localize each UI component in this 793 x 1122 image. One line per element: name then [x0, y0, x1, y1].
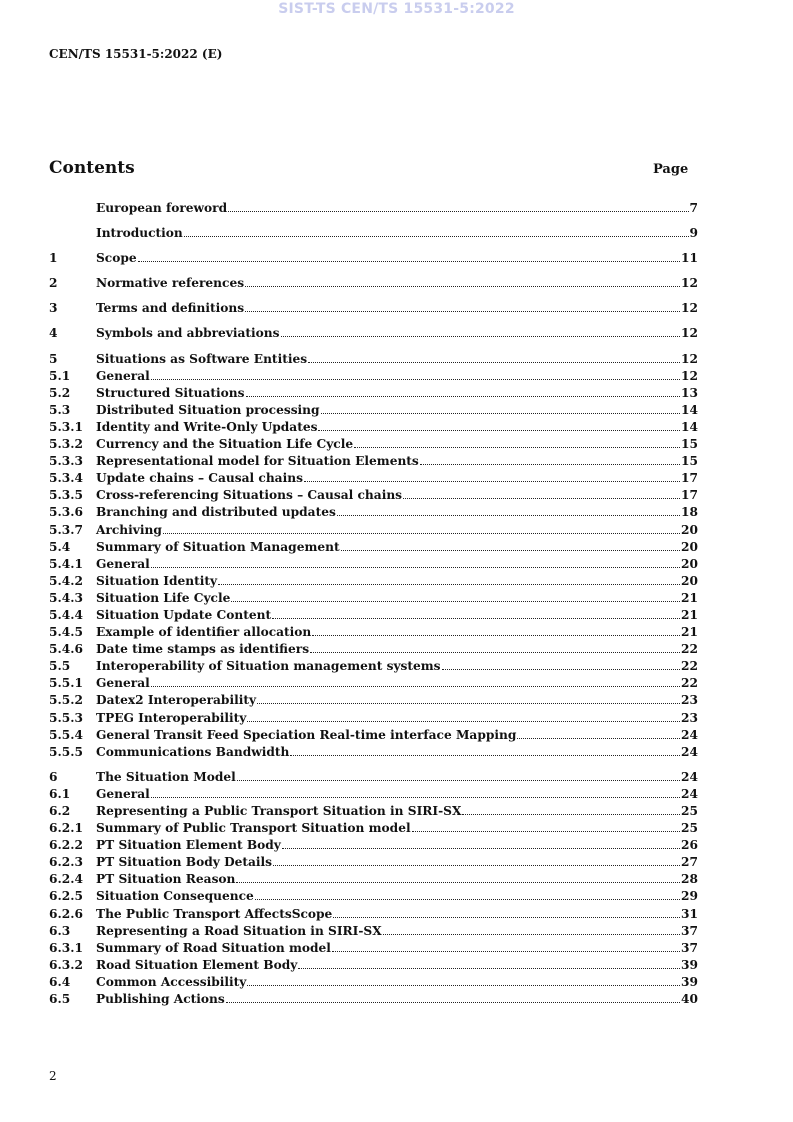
toc-entry-page: 15: [681, 437, 698, 452]
toc-entry-number: 5.1: [49, 368, 71, 383]
toc-entry[interactable]: [49, 624, 698, 641]
toc-entry[interactable]: [49, 786, 698, 803]
toc-entry-title: Situation Consequence: [96, 889, 254, 904]
toc-entry-page: 12: [681, 326, 698, 341]
dot-leader: [228, 201, 688, 212]
toc-entry-page: 25: [681, 804, 698, 818]
toc-entry-number: 5.3.4: [49, 471, 83, 486]
toc-entry-title: Normative references: [96, 276, 245, 291]
toc-entry-page: 37: [681, 923, 698, 938]
dot-leader: [308, 352, 680, 363]
toc-entry-page: 20: [681, 522, 698, 537]
contents-heading: Contents: [49, 158, 135, 178]
toc-entry[interactable]: [49, 487, 698, 504]
toc-entry[interactable]: [49, 692, 698, 709]
toc-entry-title: Date time stamps as identifiers: [96, 642, 310, 657]
toc-entry-page: 20: [681, 556, 698, 571]
toc-entry-number: 6.3.2: [49, 957, 83, 972]
toc-entry-title: Datex2 Interoperability: [96, 693, 257, 708]
toc-entry-number: 6.2.1: [49, 821, 83, 836]
toc-entry-page: 11: [681, 251, 698, 266]
toc-entry-title: The Public Transport AffectsScope: [96, 906, 333, 921]
toc-entry-number: 5: [49, 351, 58, 366]
toc-entry[interactable]: [49, 658, 698, 675]
toc-entry-page: 23: [681, 693, 698, 708]
document-id: CEN/TS 15531-5:2022 (E): [49, 47, 223, 61]
dot-leader: [412, 821, 680, 832]
toc-entry[interactable]: [49, 590, 698, 607]
toc-entry-number: 5.4.3: [49, 590, 83, 605]
toc-entry-title: Introduction: [96, 226, 183, 241]
toc-entry-number: 5.4.1: [49, 556, 83, 571]
toc-entry-page: 23: [681, 710, 698, 725]
toc-entry-title: Summary of Public Transport Situation model: [96, 821, 411, 836]
toc-entry-page: 25: [681, 821, 698, 836]
toc-entry-page: 18: [681, 505, 698, 520]
toc-entry-number: 5.4.6: [49, 642, 83, 657]
toc-entry-number: 6.2.6: [49, 906, 83, 921]
toc-entry-page: 7: [689, 201, 698, 215]
toc-entry-number: 5.5.5: [49, 744, 83, 759]
toc-entry-page: 21: [681, 607, 698, 622]
toc-entry[interactable]: [49, 368, 698, 385]
toc-entry-number: 5.5: [49, 659, 71, 674]
toc-entry-number: 6.4: [49, 974, 71, 989]
toc-entry-number: 5.2: [49, 385, 71, 400]
toc-entry-title: General: [96, 556, 150, 571]
toc-entry[interactable]: [49, 940, 698, 957]
toc-entry-title: PT Situation Body Details: [96, 855, 273, 870]
toc-entry[interactable]: [49, 225, 698, 242]
dot-leader: [218, 574, 680, 585]
toc-entry[interactable]: [49, 419, 698, 436]
toc-entry-title: PT Situation Element Body: [96, 838, 281, 853]
toc-entry-number: 5.5.1: [49, 676, 83, 691]
dot-leader: [138, 251, 680, 262]
toc-entry[interactable]: [49, 854, 698, 871]
toc-entry[interactable]: [49, 923, 698, 940]
dot-leader: [273, 855, 680, 866]
dot-leader: [312, 625, 680, 636]
dot-leader: [246, 386, 681, 397]
toc-entry-number: 6.1: [49, 786, 71, 801]
dot-leader: [517, 728, 680, 739]
watermark: SIST-TS CEN/TS 15531-5:2022: [278, 1, 515, 17]
toc-entry-title: Representational model for Situation Elements: [96, 454, 419, 469]
toc-entry[interactable]: [49, 573, 698, 590]
toc-entry-page: 15: [681, 454, 698, 469]
dot-leader: [151, 676, 680, 687]
toc-entry[interactable]: [49, 385, 698, 402]
dot-leader: [321, 403, 680, 414]
toc-entry-title: Interoperability of Situation management systems: [96, 659, 441, 674]
toc-entry-page: 24: [681, 744, 698, 759]
toc-entry-number: 5.3.3: [49, 454, 83, 469]
toc-entry-title: Distributed Situation processing: [96, 402, 320, 417]
toc-entry-number: 5.4.5: [49, 625, 83, 640]
toc-entry-page: 12: [681, 276, 698, 291]
dot-leader: [383, 924, 680, 935]
toc-entry-page: 12: [681, 368, 698, 383]
toc-entry-page: 14: [681, 402, 698, 417]
toc-entry-title: Archiving: [96, 522, 162, 537]
toc-entry-title: TPEG Interoperability: [96, 710, 247, 725]
toc-entry-page: 22: [681, 659, 698, 674]
toc-entry[interactable]: [49, 837, 698, 854]
toc-entry[interactable]: [49, 539, 698, 556]
toc-entry-title: Situations as Software Entities: [96, 351, 308, 366]
dot-leader: [236, 872, 680, 883]
toc-entry-number: 6.5: [49, 992, 71, 1007]
toc-entry-page: 17: [681, 471, 698, 486]
toc-entry[interactable]: [49, 607, 698, 624]
toc-entry-title: Situation Update Content: [96, 607, 272, 622]
toc-entry-title: PT Situation Reason: [96, 872, 236, 887]
toc-entry-page: 12: [681, 301, 698, 316]
toc-entry[interactable]: [49, 470, 698, 487]
toc-entry-page: 22: [681, 642, 698, 657]
toc-entry[interactable]: [49, 991, 698, 1008]
toc-entry[interactable]: [49, 675, 698, 692]
toc-entry-title: Terms and definitions: [96, 301, 245, 316]
page-column-heading: Page: [653, 162, 689, 177]
dot-leader: [403, 488, 680, 499]
toc-entry-page: 24: [681, 727, 698, 742]
toc-entry-number: 5.4.4: [49, 607, 83, 622]
toc-entry-title: Symbols and abbreviations: [96, 326, 280, 341]
toc-entry[interactable]: [49, 453, 698, 470]
toc-entry[interactable]: [49, 769, 698, 786]
toc-entry-number: 5.3.5: [49, 488, 83, 503]
toc-entry[interactable]: [49, 906, 698, 923]
toc-entry[interactable]: [49, 957, 698, 974]
dot-leader: [245, 301, 680, 312]
toc-entry[interactable]: [49, 351, 698, 368]
dot-leader: [337, 505, 680, 516]
dot-leader: [255, 889, 680, 900]
toc-entry[interactable]: [49, 402, 698, 419]
toc-entry-number: 2: [49, 276, 58, 291]
toc-entry-page: 17: [681, 488, 698, 503]
toc-entry-page: 40: [681, 992, 698, 1007]
toc-entry[interactable]: [49, 888, 698, 905]
toc-entry-number: 5.3: [49, 402, 71, 417]
toc-entry-page: 9: [689, 226, 698, 241]
toc-entry-title: The Situation Model: [96, 769, 236, 784]
toc-entry-title: Branching and distributed updates: [96, 505, 336, 520]
dot-leader: [163, 523, 680, 534]
dot-leader: [462, 804, 680, 815]
dot-leader: [290, 745, 680, 756]
toc-entry-title: Situation Life Cycle: [96, 590, 231, 605]
dot-leader: [318, 420, 680, 431]
toc-entry[interactable]: [49, 974, 698, 991]
dot-leader: [245, 276, 680, 287]
dot-leader: [298, 958, 680, 969]
toc-entry-number: 5.3.7: [49, 522, 83, 537]
toc-entry[interactable]: [49, 325, 698, 342]
toc-entry-page: 27: [681, 855, 698, 870]
toc-entry[interactable]: [49, 300, 698, 317]
toc-entry-page: 31: [681, 906, 698, 921]
toc-entry-number: 6.2.2: [49, 838, 83, 853]
toc-entry-title: General: [96, 786, 150, 801]
toc-entry-title: Road Situation Element Body: [96, 957, 298, 972]
toc-entry-page: 28: [681, 872, 698, 887]
dot-leader: [272, 608, 680, 619]
toc-entry-number: 6.3: [49, 923, 71, 938]
toc-entry[interactable]: [49, 641, 698, 658]
toc-entry-title: Cross-referencing Situations – Causal chains: [96, 488, 403, 503]
dot-leader: [151, 557, 680, 568]
toc-entry-number: 6.2.5: [49, 889, 83, 904]
toc-entry-page: 13: [681, 385, 698, 400]
toc-entry-page: 24: [681, 786, 698, 801]
toc-entry[interactable]: [49, 522, 698, 539]
toc-entry[interactable]: [49, 275, 698, 292]
toc-entry-title: Structured Situations: [96, 385, 245, 400]
toc-entry-number: 5.3.2: [49, 437, 83, 452]
toc-entry[interactable]: [49, 710, 698, 727]
toc-entry-title: Summary of Situation Management: [96, 539, 340, 554]
toc-entry-number: 1: [49, 251, 58, 266]
toc-entry-page: 21: [681, 625, 698, 640]
toc-entry-title: Identity and Write-Only Updates: [96, 419, 318, 434]
dot-leader: [304, 471, 680, 482]
toc-entry-title: General Transit Feed Speciation Real-time interface Mapping: [96, 727, 517, 742]
toc-entry-number: 6.2: [49, 804, 71, 818]
toc-entry-page: 37: [681, 940, 698, 955]
toc-entry-number: 5.4.2: [49, 573, 83, 588]
dot-leader: [442, 659, 680, 670]
dot-leader: [341, 540, 680, 551]
dot-leader: [151, 787, 680, 798]
toc-entry-page: 20: [681, 539, 698, 554]
toc-entry-page: 22: [681, 676, 698, 691]
dot-leader: [247, 711, 680, 722]
toc-entry-title: Representing a Public Transport Situation in SIRI-SX: [96, 804, 462, 818]
toc-entry-title: General: [96, 676, 150, 691]
dot-leader: [231, 591, 680, 602]
toc-entry[interactable]: [49, 871, 698, 888]
toc-entry-number: 5.5.3: [49, 710, 83, 725]
toc-entry-page: 24: [681, 769, 698, 784]
dot-leader: [332, 941, 680, 952]
toc-entry-number: 5.3.1: [49, 419, 83, 434]
toc-entry-number: 6.2.3: [49, 855, 83, 870]
toc-entry-page: 21: [681, 590, 698, 605]
toc-entry-title: Summary of Road Situation model: [96, 940, 331, 955]
toc-entry-number: 5.3.6: [49, 505, 83, 520]
dot-leader: [281, 326, 681, 337]
toc-entry-title: General: [96, 368, 150, 383]
toc-entry[interactable]: [49, 820, 698, 837]
toc-entry[interactable]: [49, 556, 698, 573]
toc-entry-title: Update chains – Causal chains: [96, 471, 303, 486]
toc-entry-title: Publishing Actions: [96, 992, 225, 1007]
toc-entry-title: Example of identifier allocation: [96, 625, 312, 640]
toc-entry[interactable]: [49, 436, 698, 453]
toc-entry-title: Scope: [96, 251, 137, 266]
toc-entry[interactable]: [49, 744, 698, 761]
dot-leader: [310, 642, 680, 653]
toc-entry[interactable]: [49, 727, 698, 744]
dot-leader: [354, 437, 680, 448]
toc-entry-title: Currency and the Situation Life Cycle: [96, 437, 354, 452]
toc-entry[interactable]: [49, 250, 698, 267]
toc-entry-title: European foreword: [96, 201, 228, 215]
dot-leader: [257, 693, 680, 704]
dot-leader: [282, 838, 680, 849]
toc-entry-title: Representing a Road Situation in SIRI-SX: [96, 923, 382, 938]
toc-entry-number: 4: [49, 326, 58, 341]
page-number: 2: [49, 1069, 57, 1083]
toc-entry-title: Situation Identity: [96, 573, 218, 588]
toc-entry-number: 5.5.2: [49, 693, 83, 708]
toc-entry[interactable]: [49, 200, 698, 217]
toc-entry-number: 6.2.4: [49, 872, 83, 887]
toc-entry-number: 6: [49, 769, 58, 784]
toc-entry-page: 29: [681, 889, 698, 904]
table-of-contents: [49, 200, 698, 1008]
toc-entry-page: 14: [681, 419, 698, 434]
toc-entry-page: 39: [681, 974, 698, 989]
toc-entry[interactable]: [49, 504, 698, 521]
toc-entry-page: 39: [681, 957, 698, 972]
toc-entry-number: 6.3.1: [49, 940, 83, 955]
dot-leader: [237, 770, 680, 781]
dot-leader: [226, 992, 680, 1003]
toc-entry-page: 20: [681, 573, 698, 588]
toc-entry[interactable]: [49, 803, 698, 820]
dot-leader: [184, 226, 689, 237]
toc-entry-page: 26: [681, 838, 698, 853]
dot-leader: [333, 907, 680, 918]
dot-leader: [247, 975, 680, 986]
toc-entry-title: Common Accessibility: [96, 974, 247, 989]
toc-entry-number: 5.5.4: [49, 727, 83, 742]
toc-entry-number: 5.4: [49, 539, 71, 554]
dot-leader: [151, 369, 680, 380]
toc-entry-title: Communications Bandwidth: [96, 744, 290, 759]
toc-entry-page: 12: [681, 351, 698, 366]
toc-entry-number: 3: [49, 301, 58, 316]
dot-leader: [420, 454, 680, 465]
